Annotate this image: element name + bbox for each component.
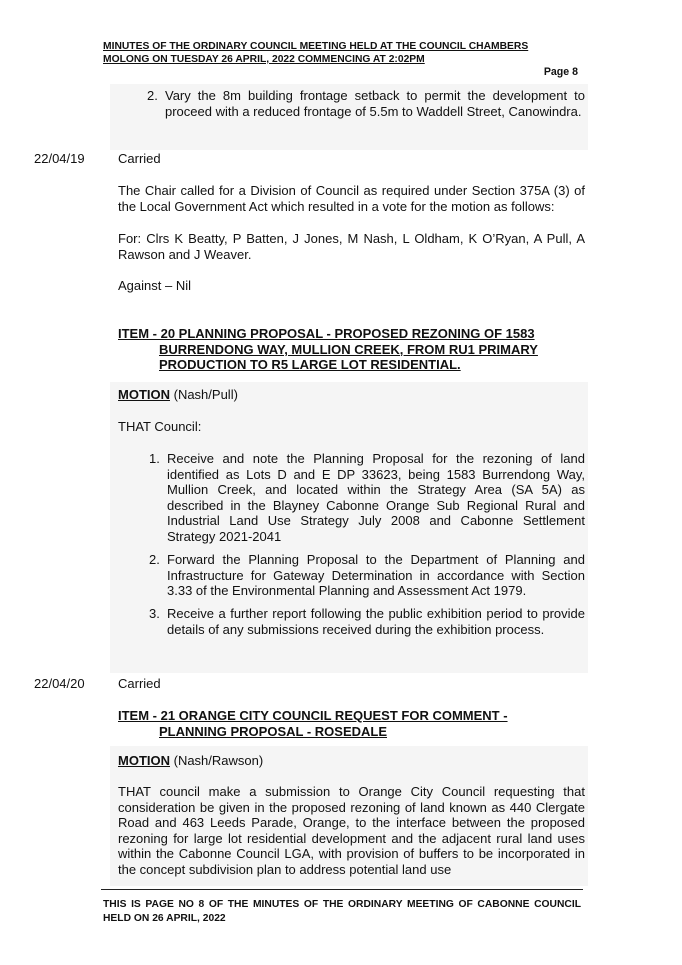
motion-movers-21: (Nash/Rawson): [170, 753, 264, 768]
item-21-motion-text: THAT council make a submission to Orange City Council requesting that consideration be given in the proposed rezoning of land known as 440 Clergate Road and 463 Leeds Parade, Orange, to the interface between the proposed rezoning for large lot residential development and the adjacent rural land uses within the Cabonne Council LGA, with provision of buffers to be incorporated in the concept subdivision plan to address potential land use: [118, 784, 585, 877]
top-list-item-text: Vary the 8m building frontage setback to permit the development to proceed with a reduced frontage of 5.5m to Waddell Street, Canowindra.: [165, 88, 585, 119]
resolution-number-20: 22/04/20: [34, 676, 85, 691]
item-20-list-item-3-text: Receive a further report following the public exhibition period to provide details of any submissions received during the exhibition process.: [167, 606, 585, 637]
item-20-motion-label: [118, 387, 238, 403]
motion-label-21: MOTION: [118, 753, 170, 768]
item-20-list-item-2-text: Forward the Planning Proposal to the Department of Planning and Infrastructure for Gateway Determination in accordance with Section 3.33 of the Environmental Planning and Assessment Act 1979.: [167, 552, 585, 599]
motion-movers-20: (Nash/Pull): [170, 387, 238, 402]
item-20-that-council: THAT Council:: [118, 419, 202, 434]
footer-rule: [101, 889, 583, 890]
votes-for-paragraph: For: Clrs K Beatty, P Batten, J Jones, M Nash, L Oldham, K O’Ryan, A Pull, A Rawson and J Weaver.: [118, 231, 585, 262]
item-21-heading: [118, 708, 588, 739]
resolution-status-20: Carried: [118, 676, 161, 691]
top-list-item: [147, 88, 585, 119]
votes-against-paragraph: Against – Nil: [118, 278, 191, 293]
item-20-list-item-3: [149, 606, 585, 637]
header-line-1: MINUTES OF THE ORDINARY COUNCIL MEETING HELD AT THE COUNCIL CHAMBERS: [103, 41, 529, 52]
item-20-list-item-2-number: 2.: [149, 552, 160, 567]
item-20-heading-line-3: PRODUCTION TO R5 LARGE LOT RESIDENTIAL.: [159, 357, 461, 373]
page-number: Page 8: [543, 66, 578, 78]
item-20-list-item-2: [149, 552, 585, 599]
resolution-number-19: 22/04/19: [34, 151, 85, 166]
item-20-list-item-3-number: 3.: [149, 606, 160, 621]
page-footer: THIS IS PAGE NO 8 OF THE MINUTES OF THE ORDINARY MEETING OF CABONNE COUNCIL HELD ON 26 APRIL, 2022: [103, 899, 581, 924]
page-header: [103, 40, 581, 66]
item-20-heading-line-1: ITEM - 20 PLANNING PROPOSAL - PROPOSED REZONING OF 1583: [118, 326, 535, 341]
item-21-motion-label: [118, 753, 263, 769]
item-21-heading-line-1: ITEM - 21 ORANGE CITY COUNCIL REQUEST FOR COMMENT -: [118, 708, 508, 723]
top-list-item-number: 2.: [147, 88, 158, 103]
item-20-list-item-1: [149, 451, 585, 545]
resolution-status-19: Carried: [118, 151, 161, 166]
item-21-heading-line-2: PLANNING PROPOSAL - ROSEDALE: [159, 723, 388, 739]
item-20-list-item-1-number: 1.: [149, 451, 160, 466]
item-20-heading: [118, 326, 588, 373]
header-line-2: MOLONG ON TUESDAY 26 APRIL, 2022 COMMENCING AT 2:02PM: [103, 54, 425, 65]
division-paragraph: The Chair called for a Division of Council as required under Section 375A (3) of the Local Government Act which resulted in a vote for the motion as follows:: [118, 183, 585, 214]
motion-label-20: MOTION: [118, 387, 170, 402]
item-20-heading-line-2: BURRENDONG WAY, MULLION CREEK, FROM RU1 PRIMARY: [159, 341, 538, 357]
item-20-list-item-1-text: Receive and note the Planning Proposal for the rezoning of land identified as Lots D and E DP 33623, being 1583 Burrendong Way, Mullion Creek, and located within the Strategy Area (SA 5A) as described in the Blayney Cabonne Orange Sub Regional Rural and Industrial Land Use Strategy July 2008 and Cabonne Settlement Strategy 2021-2041: [167, 451, 585, 544]
